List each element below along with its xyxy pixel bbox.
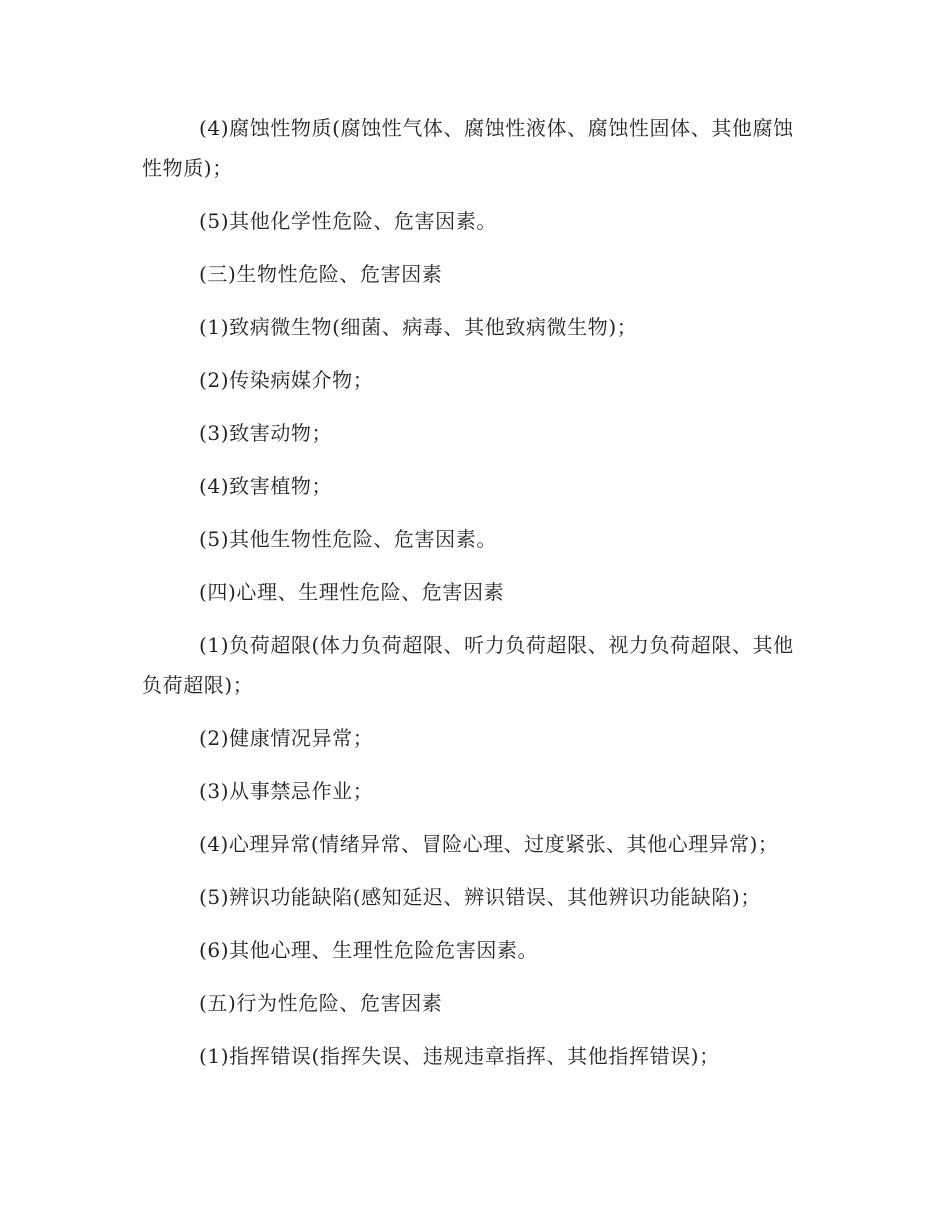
paragraph-identification-defects: (5)辨识功能缺陷(感知延迟、辨识错误、其他辨识功能缺陷)； — [199, 885, 761, 909]
paragraph-other-psychological-hazards: (6)其他心理、生理性危险危害因素。 — [199, 938, 539, 962]
paragraph-harmful-plants: (4)致害植物； — [199, 474, 333, 498]
document-body — [142, 108, 810, 1089]
section-heading-biological-hazards: (三)生物性危险、危害因素 — [199, 262, 443, 286]
paragraph-harmful-animals: (3)致害动物； — [199, 421, 333, 445]
paragraph-abnormal-health: (2)健康情况异常； — [199, 726, 374, 750]
paragraph-pathogenic-microorganisms: (1)致病微生物(细菌、病毒、其他致病微生物)； — [199, 315, 638, 339]
paragraph-prohibited-work: (3)从事禁忌作业； — [199, 779, 374, 803]
paragraph-other-biological-hazards: (5)其他生物性危险、危害因素。 — [199, 527, 497, 551]
section-heading-psychological-physiological-hazards: (四)心理、生理性危险、危害因素 — [199, 580, 505, 604]
paragraph-corrosive-substances: (4)腐蚀性物质(腐蚀性气体、腐蚀性液体、腐蚀性固体、其他腐蚀性物质)； — [142, 116, 794, 180]
paragraph-disease-vectors: (2)传染病媒介物； — [199, 368, 374, 392]
paragraph-command-errors: (1)指挥错误(指挥失误、违规违章指挥、其他指挥错误)； — [199, 1044, 720, 1068]
paragraph-load-overrun: (1)负荷超限(体力负荷超限、听力负荷超限、视力负荷超限、其他负荷超限)； — [142, 633, 794, 697]
paragraph-psychological-abnormality: (4)心理异常(情绪异常、冒险心理、过度紧张、其他心理异常)； — [199, 832, 779, 856]
paragraph-other-chemical-hazards: (5)其他化学性危险、危害因素。 — [199, 209, 497, 233]
section-heading-behavioral-hazards: (五)行为性危险、危害因素 — [199, 991, 443, 1015]
